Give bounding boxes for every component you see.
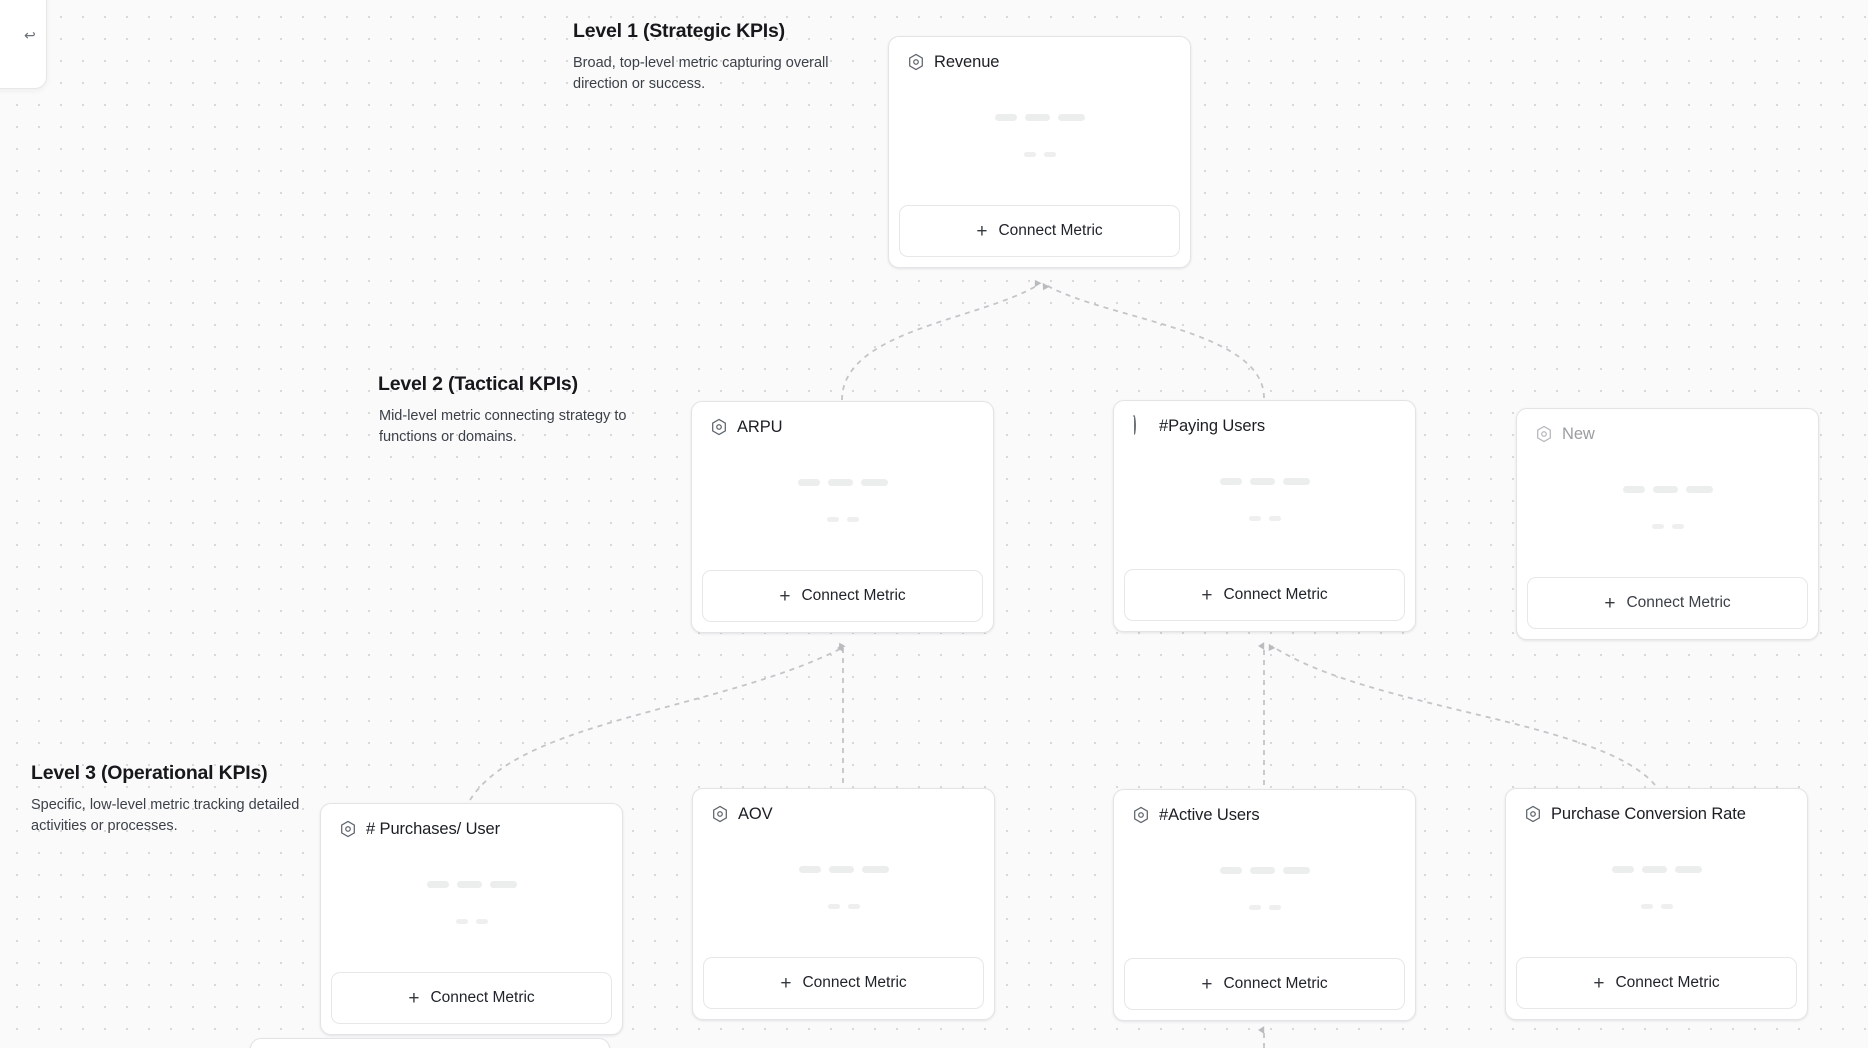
floating-panel-fragment[interactable] <box>0 0 47 89</box>
skeleton-bar <box>861 479 888 486</box>
skeleton-bar <box>1612 866 1634 873</box>
connect-metric-label: Connect Metric <box>430 989 535 1006</box>
node-body <box>1506 823 1807 957</box>
connect-metric-label: Connect Metric <box>801 587 906 604</box>
skeleton-bar <box>1269 516 1281 521</box>
node-body <box>1114 435 1415 569</box>
skeleton-bar <box>848 904 860 909</box>
node-title: Purchase Conversion Rate <box>1551 804 1746 823</box>
node-header <box>1517 409 1818 443</box>
node-header <box>692 402 993 436</box>
plus-icon: + <box>780 972 792 994</box>
level-1-title: Level 1 (Strategic KPIs) <box>573 20 785 42</box>
skeleton-bar <box>427 881 449 888</box>
hexagon-target-icon <box>1132 806 1150 824</box>
connect-metric-button[interactable] <box>331 972 612 1024</box>
metric-node-purchases-per-user[interactable] <box>320 803 623 1035</box>
undo-arrow-icon[interactable]: ↩ <box>24 27 36 43</box>
level-2-description: Mid-level metric connecting strategy to functions or domains. <box>379 408 627 446</box>
skeleton-bar <box>798 479 820 486</box>
skeleton-bar <box>1672 524 1684 529</box>
hexagon-target-icon <box>907 53 925 71</box>
node-header <box>251 1039 609 1048</box>
connect-metric-label: Connect Metric <box>802 974 907 991</box>
skeleton-bar <box>995 114 1017 121</box>
node-header <box>1506 789 1807 823</box>
hexagon-target-icon <box>339 820 357 838</box>
connect-metric-button[interactable] <box>1527 577 1808 629</box>
skeleton-row-primary <box>692 479 993 486</box>
skeleton-bar <box>1024 152 1036 157</box>
hexagon-target-icon <box>1524 805 1542 823</box>
level-2-label-group <box>379 373 679 448</box>
skeleton-bar <box>1642 866 1667 873</box>
skeleton-row-secondary <box>1506 904 1807 909</box>
skeleton-row-secondary <box>1114 905 1415 910</box>
level-1-description: Broad, top-level metric capturing overall direction or success. <box>573 55 829 93</box>
hexagon-target-icon <box>711 805 729 823</box>
metric-node-active-users[interactable] <box>1113 789 1416 1021</box>
plus-icon: + <box>1201 973 1213 995</box>
connect-metric-label: Connect Metric <box>998 222 1103 239</box>
node-body <box>693 823 994 957</box>
skeleton-bar <box>476 919 488 924</box>
metric-node-aov[interactable] <box>692 788 995 1020</box>
node-title: Revenue <box>934 52 1000 71</box>
node-title: #Paying Users <box>1159 416 1265 435</box>
skeleton-row-primary <box>321 881 622 888</box>
metric-node-partial-bottom[interactable] <box>250 1038 610 1048</box>
skeleton-bar <box>1250 867 1275 874</box>
connect-metric-button[interactable] <box>703 957 984 1009</box>
skeleton-bar <box>1269 905 1281 910</box>
skeleton-row-secondary <box>693 904 994 909</box>
skeleton-bar <box>1025 114 1050 121</box>
level-2-title: Level 2 (Tactical KPIs) <box>378 373 578 395</box>
node-body <box>692 436 993 570</box>
node-body <box>889 71 1190 205</box>
connect-metric-label: Connect Metric <box>1626 594 1731 611</box>
node-body <box>1517 443 1818 577</box>
skeleton-bar <box>828 479 853 486</box>
connect-metric-label: Connect Metric <box>1223 975 1328 992</box>
hexagon-target-icon <box>710 418 728 436</box>
connect-metric-button[interactable] <box>1124 569 1405 621</box>
plus-icon: + <box>1593 972 1605 994</box>
level-3-label-group <box>31 762 331 837</box>
skeleton-bar <box>1623 486 1645 493</box>
skeleton-row-secondary <box>1114 516 1415 521</box>
skeleton-bar <box>1686 486 1713 493</box>
skeleton-bar <box>456 919 468 924</box>
skeleton-bar <box>829 866 854 873</box>
skeleton-bar <box>1661 904 1673 909</box>
level-1-label-group <box>573 20 873 95</box>
connect-metric-label: Connect Metric <box>1223 586 1328 603</box>
connect-metric-button[interactable] <box>702 570 983 622</box>
skeleton-bar <box>827 517 839 522</box>
skeleton-row-primary <box>1506 866 1807 873</box>
plus-icon: + <box>976 220 988 242</box>
plus-icon: + <box>1201 584 1213 606</box>
skeleton-row-secondary <box>1517 524 1818 529</box>
skeleton-bar <box>1249 905 1261 910</box>
metric-node-revenue[interactable] <box>888 36 1191 268</box>
skeleton-bar <box>1283 867 1310 874</box>
skeleton-bar <box>847 517 859 522</box>
level-3-description: Specific, low-level metric tracking detailed activities or processes. <box>31 797 300 835</box>
skeleton-bar <box>828 904 840 909</box>
skeleton-row-secondary <box>321 919 622 924</box>
skeleton-bar <box>490 881 517 888</box>
skeleton-row-primary <box>1114 867 1415 874</box>
metric-node-paying-users[interactable] <box>1113 400 1416 632</box>
node-header <box>889 37 1190 71</box>
plus-icon: + <box>1604 592 1616 614</box>
skeleton-bar <box>1652 524 1664 529</box>
skeleton-bar <box>799 866 821 873</box>
level-3-title: Level 3 (Operational KPIs) <box>31 762 268 784</box>
node-title: # Purchases/ User <box>366 819 501 838</box>
node-header <box>321 804 622 838</box>
skeleton-bar <box>1220 478 1242 485</box>
skeleton-row-primary <box>693 866 994 873</box>
connect-metric-button[interactable] <box>899 205 1180 257</box>
loading-spinner-icon <box>1132 417 1150 435</box>
plus-icon: + <box>408 987 420 1009</box>
skeleton-bar <box>1641 904 1653 909</box>
hexagon-target-icon <box>1535 425 1553 443</box>
skeleton-bar <box>1220 867 1242 874</box>
skeleton-row-secondary <box>692 517 993 522</box>
skeleton-row-primary <box>889 114 1190 121</box>
skeleton-bar <box>862 866 889 873</box>
node-title: ARPU <box>737 417 783 436</box>
skeleton-bar <box>1250 478 1275 485</box>
node-title: New <box>1562 424 1595 443</box>
connect-metric-label: Connect Metric <box>1615 974 1720 991</box>
node-title: AOV <box>738 804 773 823</box>
metric-node-purchase-conversion-rate[interactable] <box>1505 788 1808 1020</box>
skeleton-row-primary <box>1517 486 1818 493</box>
node-title: #Active Users <box>1159 805 1260 824</box>
skeleton-bar <box>1058 114 1085 121</box>
node-header <box>1114 790 1415 824</box>
skeleton-bar <box>1675 866 1702 873</box>
connect-metric-button[interactable] <box>1516 957 1797 1009</box>
skeleton-bar <box>1653 486 1678 493</box>
skeleton-bar <box>1044 152 1056 157</box>
plus-icon: + <box>779 585 791 607</box>
connect-metric-button[interactable] <box>1124 958 1405 1010</box>
metric-node-new[interactable] <box>1516 408 1819 640</box>
metric-node-arpu[interactable] <box>691 401 994 633</box>
skeleton-bar <box>1249 516 1261 521</box>
skeleton-bar <box>457 881 482 888</box>
node-header <box>693 789 994 823</box>
node-body <box>321 838 622 972</box>
node-body <box>1114 824 1415 958</box>
skeleton-bar <box>1283 478 1310 485</box>
skeleton-row-secondary <box>889 152 1190 157</box>
skeleton-row-primary <box>1114 478 1415 485</box>
node-header <box>1114 401 1415 435</box>
